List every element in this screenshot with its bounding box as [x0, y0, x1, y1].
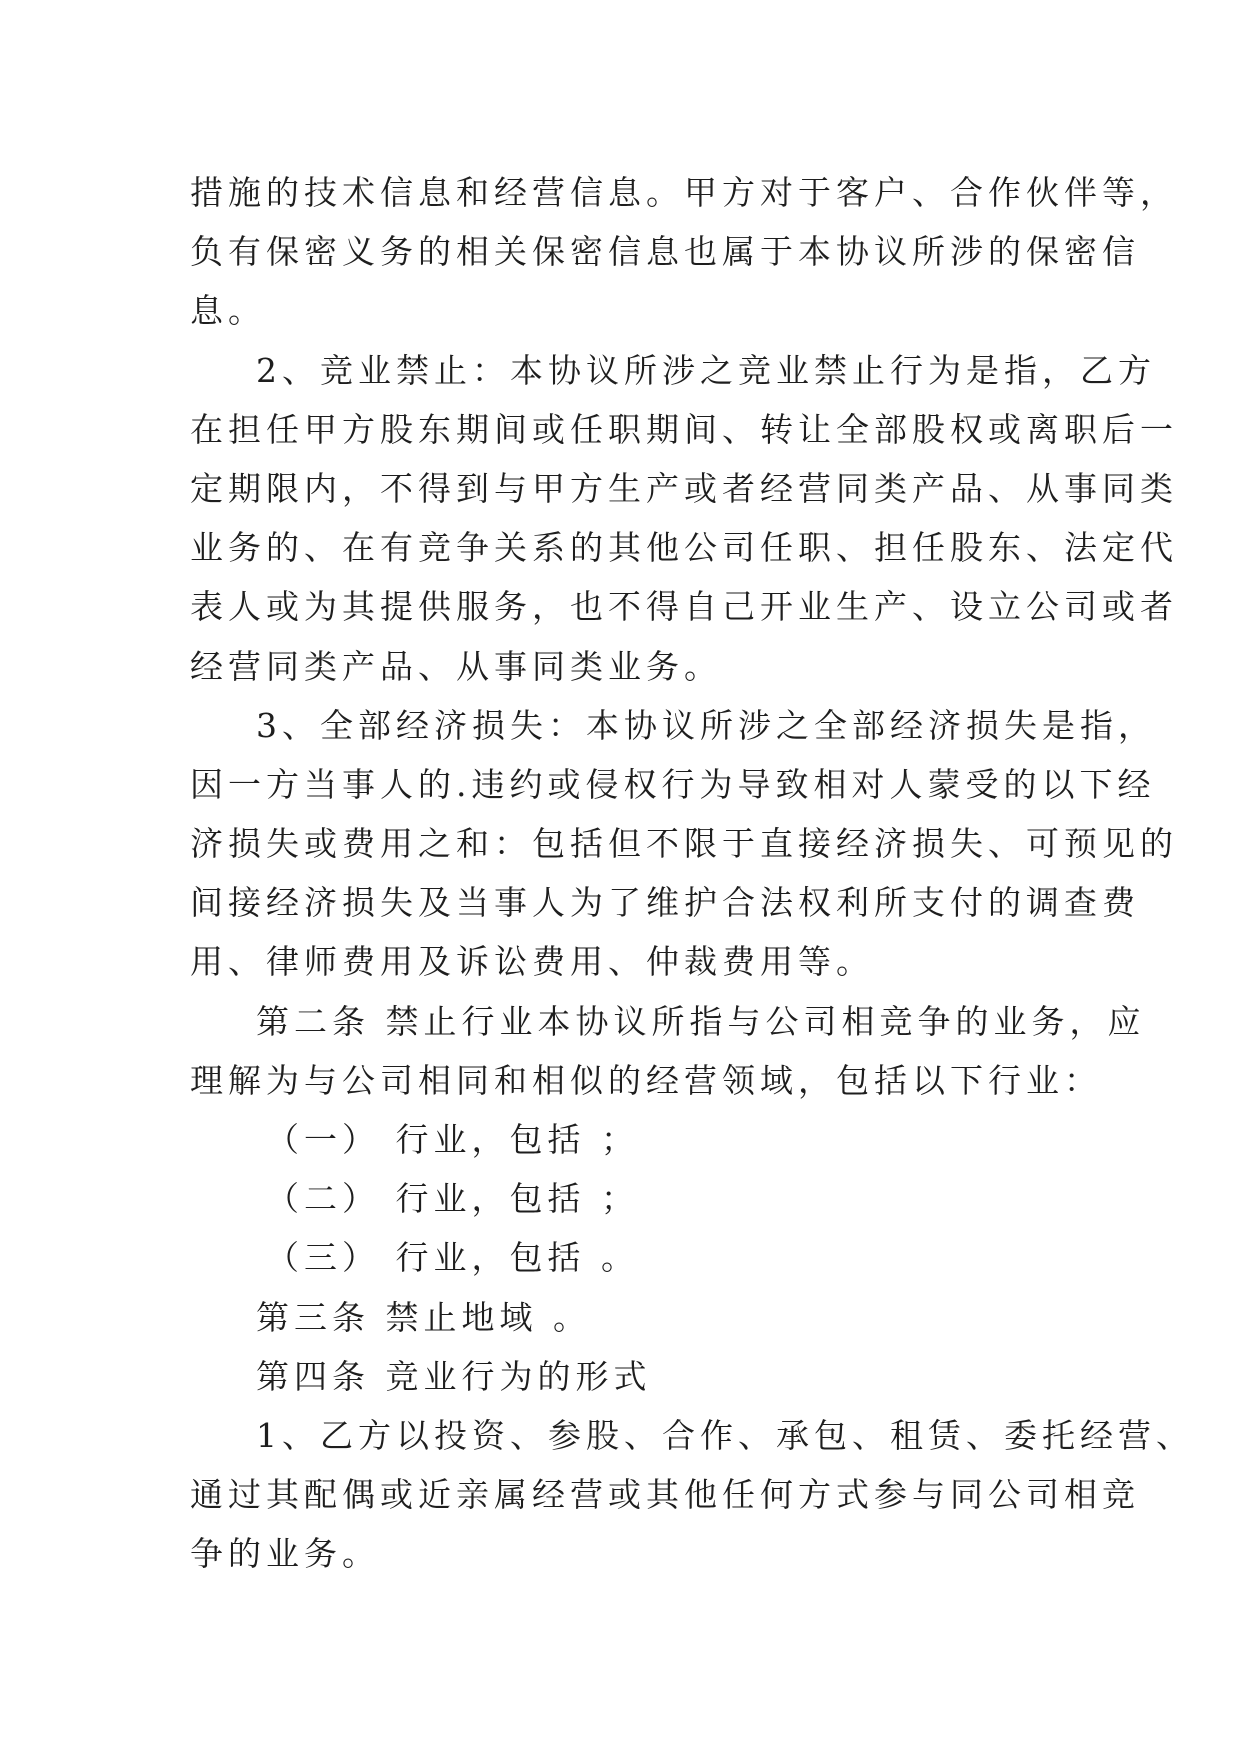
- text-line-24: 争的业务。: [190, 1534, 380, 1574]
- article-3-heading: 第三条 禁止地域 。: [256, 1297, 591, 1337]
- text-line-9: 经营同类产品、从事同类业务。: [190, 646, 722, 686]
- industry-item-3: （三） 行业，包括 。: [266, 1238, 639, 1278]
- text-line-3: 息。: [190, 291, 266, 331]
- text-line-7: 业务的、在有竞争关系的其他公司任职、担任股东、法定代: [190, 528, 1178, 568]
- text-line-2: 负有保密义务的相关保密信息也属于本协议所涉的保密信: [190, 232, 1140, 272]
- industry-item-2: （二） 行业，包括 ；: [266, 1179, 639, 1219]
- article-4-heading: 第四条 竞业行为的形式: [256, 1356, 652, 1396]
- text-line-23: 通过其配偶或近亲属经营或其他任何方式参与同公司相竞: [190, 1475, 1140, 1515]
- clause-2-noncompete: 2、竞业禁止：本协议所涉之竞业禁止行为是指，乙方: [256, 350, 1156, 390]
- clause-3-economic-loss: 3、全部经济损失：本协议所涉之全部经济损失是指，: [256, 705, 1156, 745]
- text-line-6: 定期限内，不得到与甲方生产或者经营同类产品、从事同类: [190, 468, 1178, 508]
- text-line-11: 因一方当事人的.违约或侵权行为导致相对人蒙受的以下经: [190, 764, 1156, 804]
- text-line-5: 在担任甲方股东期间或任职期间、转让全部股权或离职后一: [190, 409, 1178, 449]
- text-line-13: 间接经济损失及当事人为了维护合法权利所支付的调查费: [190, 883, 1140, 923]
- article-2-heading: 第二条 禁止行业本协议所指与公司相竞争的业务，应: [256, 1001, 1146, 1041]
- text-line-8: 表人或为其提供服务，也不得自己开业生产、设立公司或者: [190, 587, 1178, 627]
- article-4-item-1: 1、乙方以投资、参股、合作、承包、租赁、委托经营、: [256, 1415, 1194, 1455]
- text-line-1: 措施的技术信息和经营信息。甲方对于客户、合作伙伴等，: [190, 173, 1178, 212]
- text-line-12: 济损失或费用之和：包括但不限于直接经济损失、可预见的: [190, 824, 1178, 864]
- industry-item-1: （一） 行业，包括 ；: [266, 1120, 639, 1159]
- text-line-16: 理解为与公司相同和相似的经营领域，包括以下行业：: [190, 1060, 1102, 1100]
- text-line-14: 用、律师费用及诉讼费用、仲裁费用等。: [190, 942, 874, 982]
- document-body: [190, 163, 1194, 1584]
